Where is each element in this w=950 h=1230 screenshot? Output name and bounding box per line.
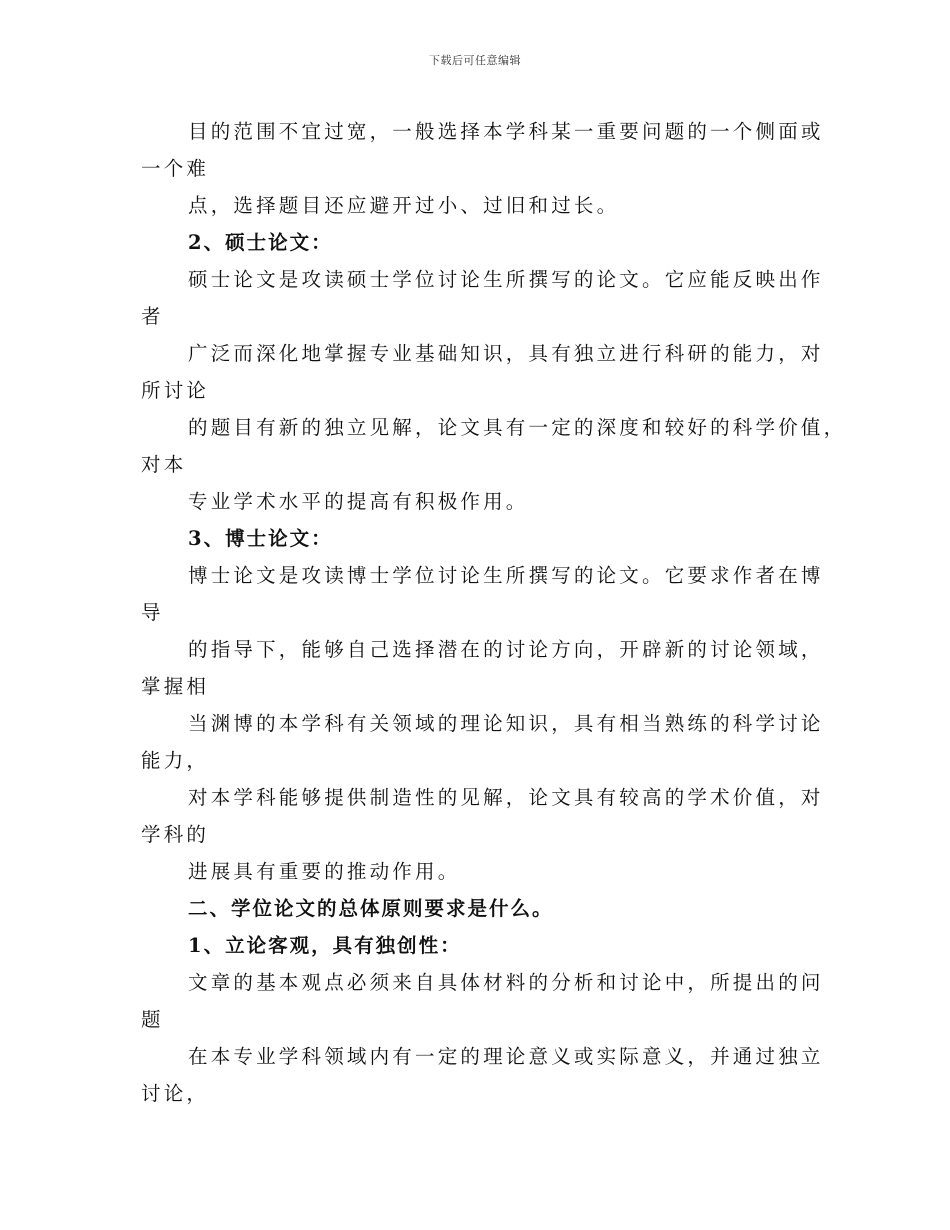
text-line: 点，选择题目还应避开过小、过旧和过长。 bbox=[188, 194, 620, 217]
text-line: 所讨论 bbox=[141, 379, 210, 402]
text-line: 当渊博的本学科有关领域的理论知识，具有相当熟练的科学讨论 bbox=[188, 712, 824, 735]
text-line: 讨论， bbox=[141, 1082, 210, 1105]
section-heading: 3、博士论文： bbox=[188, 527, 333, 550]
text-line: 广泛而深化地掌握专业基础知识，具有独立进行科研的能力，对 bbox=[188, 342, 824, 365]
text-line: 者 bbox=[141, 305, 164, 328]
text-line: 题 bbox=[141, 1008, 164, 1031]
text-line: 的题目有新的独立见解，论文具有一定的深度和较好的科学价值， bbox=[188, 416, 847, 439]
text-line: 对本学科能够提供制造性的见解，论文具有较高的学术价值，对 bbox=[188, 786, 824, 809]
text-line: 进展具有重要的推动作用。 bbox=[188, 860, 461, 883]
text-line: 文章的基本观点必须来自具体材料的分析和讨论中，所提出的问 bbox=[188, 971, 824, 994]
text-line: 导 bbox=[141, 601, 164, 624]
section-heading: 二、学位论文的总体原则要求是什么。 bbox=[188, 897, 554, 920]
text-line: 能力， bbox=[141, 749, 210, 772]
text-line: 专业学术水平的提高有积极作用。 bbox=[188, 490, 529, 513]
text-line: 的指导下，能够自己选择潜在的讨论方向，开辟新的讨论领域， bbox=[188, 638, 824, 661]
text-line: 在本专业学科领域内有一定的理论意义或实际意义，并通过独立 bbox=[188, 1045, 824, 1068]
section-heading: 2、硕士论文： bbox=[188, 231, 333, 254]
section-heading: 1、立论客观，具有独创性： bbox=[188, 934, 462, 957]
text-line: 掌握相 bbox=[141, 675, 210, 698]
text-line: 硕士论文是攻读硕士学位讨论生所撰写的论文。它应能反映出作 bbox=[188, 268, 824, 291]
page-header: 下载后可任意编辑 bbox=[429, 54, 521, 67]
text-line: 目的范围不宜过宽，一般选择本学科某一重要问题的一个侧面或 bbox=[188, 120, 824, 143]
text-line: 一个难 bbox=[141, 157, 210, 180]
text-line: 博士论文是攻读博士学位讨论生所撰写的论文。它要求作者在博 bbox=[188, 564, 824, 587]
document-body bbox=[141, 113, 847, 1112]
text-line: 学科的 bbox=[141, 823, 210, 846]
text-line: 对本 bbox=[141, 453, 187, 476]
